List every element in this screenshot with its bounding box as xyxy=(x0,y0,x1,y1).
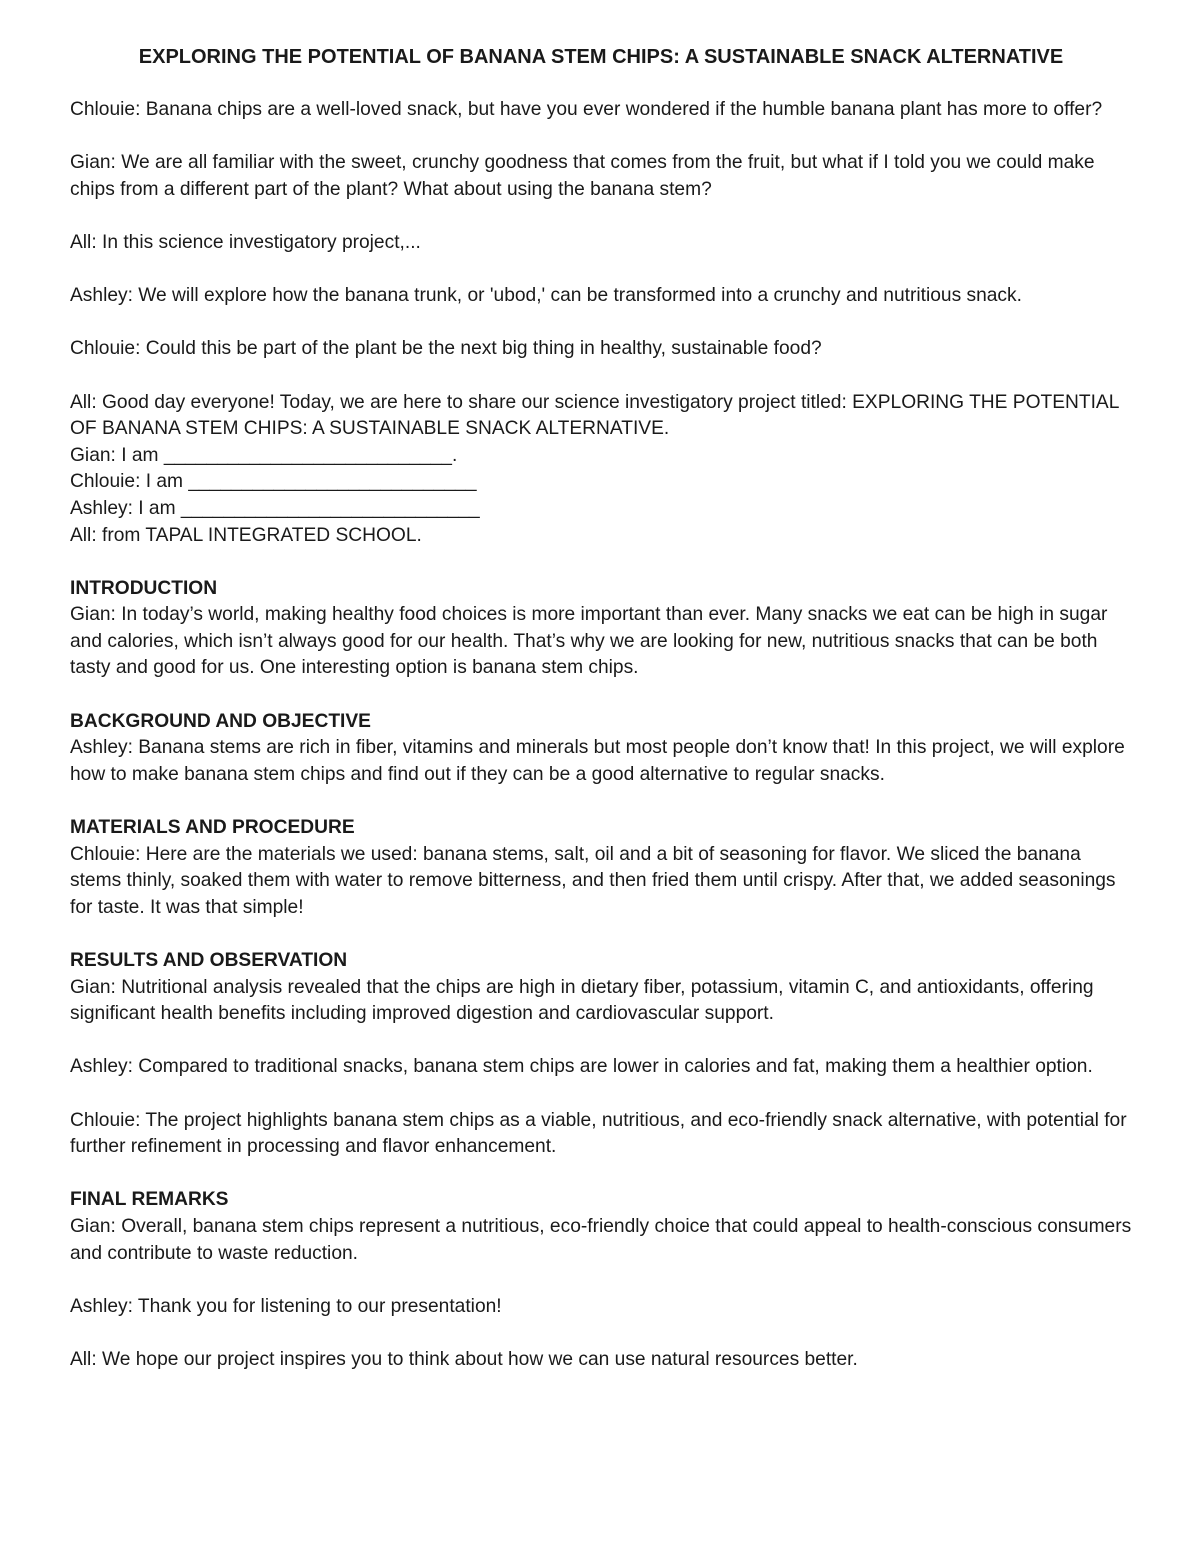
section-heading: FINAL REMARKS xyxy=(70,1189,229,1211)
section-final-remarks xyxy=(70,1187,1132,1373)
script-line: All: In this science investigatory project,... xyxy=(70,231,421,253)
section-heading: BACKGROUND AND OBJECTIVE xyxy=(70,710,371,732)
script-line: Chlouie: Could this be part of the plant be the next big thing in healthy, sustainable food? xyxy=(70,338,822,360)
document-title: EXPLORING THE POTENTIAL OF BANANA STEM CHIPS: A SUSTAINABLE SNACK ALTERNATIVE xyxy=(138,46,1064,68)
name-line: Ashley: I am ____________________________ xyxy=(70,497,480,519)
section-text: Gian: Nutritional analysis revealed that the chips are high in dietary fiber, potassium, vitamin C, and antioxidants, offering significant health benefits including improved digestion and cardiovascular support. xyxy=(70,976,1094,1025)
section-text: Gian: Overall, banana stem chips represent a nutritious, eco-friendly choice that could appeal to health-conscious consumers and contribute to waste reduction. xyxy=(70,1215,1132,1264)
section-materials xyxy=(70,815,1132,921)
section-introduction xyxy=(70,576,1132,682)
section-text: Ashley: Banana stems are rich in fiber, vitamins and minerals but most people don’t know that! In this project, we will explore how to make banana stem chips and find out if they can be a good alternative to regular snacks. xyxy=(70,737,1125,785)
name-line: Chlouie: I am ___________________________ xyxy=(70,471,477,493)
document-page xyxy=(70,44,1132,1374)
script-line: Gian: We are all familiar with the sweet, crunchy goodness that comes from the fruit, but what if I told you we could make chips from a different part of the plant? What about using the banana stem? xyxy=(70,152,1095,200)
script-line: Chlouie: Banana chips are a well-loved snack, but have you ever wondered if the humble banana plant has more to offer? xyxy=(70,99,1103,120)
section-text: Ashley: Thank you for listening to our presentation! xyxy=(70,1295,502,1317)
section-text: Gian: In today’s world, making healthy food choices is more important than ever. Many snacks we eat can be high in sugar and calories, which isn’t always good for our health. That’s why we are looking for new, nutritious snacks that can be both tasty and good for us. One interesting option is banana stem chips. xyxy=(70,604,1108,679)
section-text: Ashley: Compared to traditional snacks, banana stem chips are lower in calories and fat, making them a healthier option. xyxy=(70,1056,1093,1078)
script-line: Ashley: We will explore how the banana trunk, or 'ubod,' can be transformed into a crunchy and nutritious snack. xyxy=(70,285,1022,307)
section-text: Chlouie: The project highlights banana stem chips as a viable, nutritious, and eco-friendly snack alternative, with potential for further refinement in processing and flavor enhancement. xyxy=(70,1109,1127,1158)
greeting-line: All: Good day everyone! Today, we are here to share our science investigatory project titled: EXPLORING THE POTENTIAL OF BANANA STEM CHIPS: A SUSTAINABLE SNACK ALTERNATIVE. xyxy=(70,391,1119,440)
school-line: All: from TAPAL INTEGRATED SCHOOL. xyxy=(70,524,422,546)
section-heading: MATERIALS AND PROCEDURE xyxy=(70,817,355,839)
section-text: All: We hope our project inspires you to think about how we can use natural resources better. xyxy=(70,1348,858,1370)
section-heading: RESULTS AND OBSERVATION xyxy=(70,950,348,971)
section-text: Chlouie: Here are the materials we used: banana stems, salt, oil and a bit of seasoning for flavor. We sliced the banana stems thinly, soaked them with water to remove bitterness, and then fried them until crispy. After that, we added seasonings for taste. It was that simple! xyxy=(70,843,1116,918)
section-heading: INTRODUCTION xyxy=(70,577,218,599)
name-line: Gian: I am ___________________________. xyxy=(70,444,458,466)
section-results xyxy=(70,948,1132,1161)
section-background xyxy=(70,709,1132,789)
